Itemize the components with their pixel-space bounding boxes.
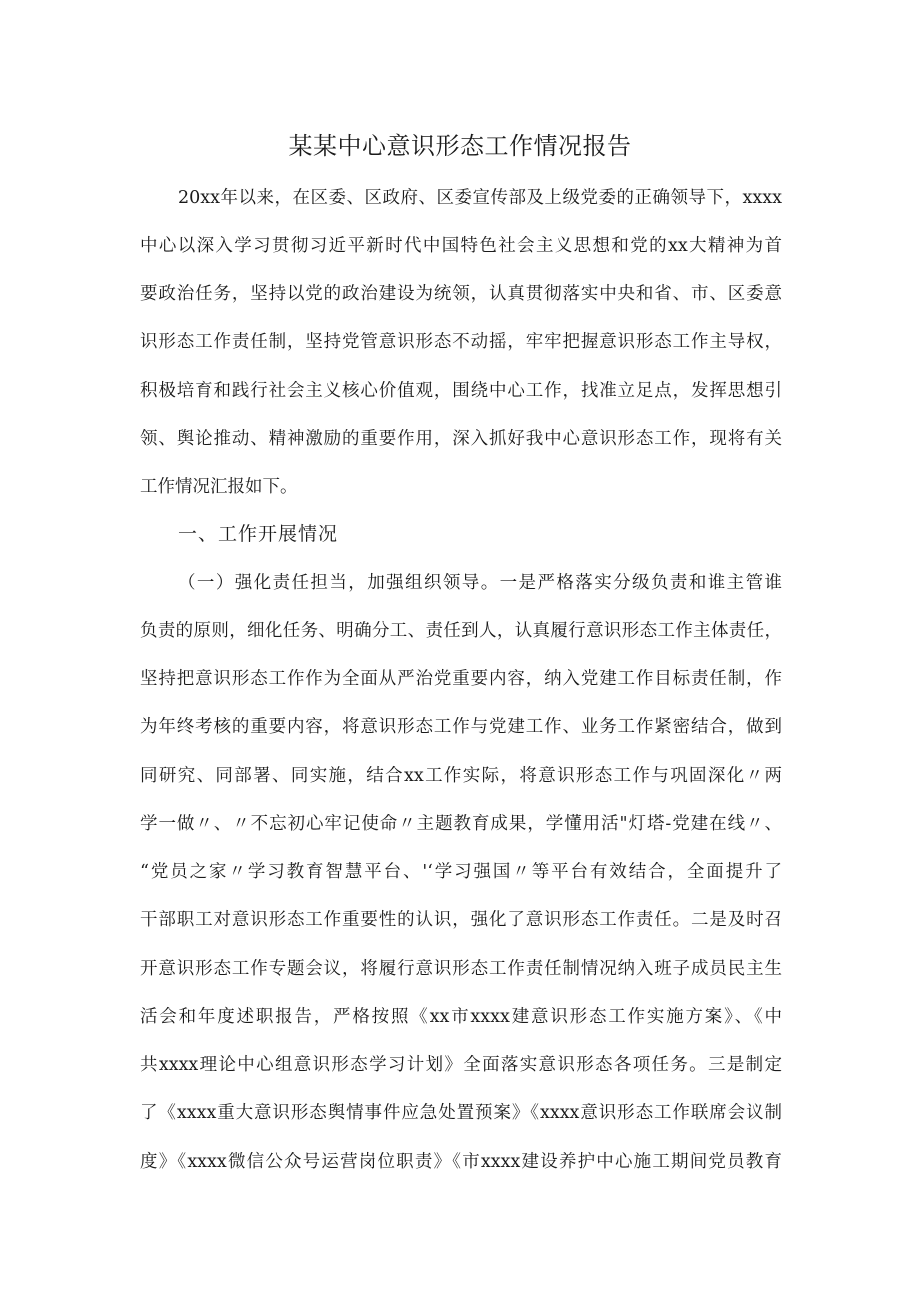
intro-line-5: 积极培育和践行社会主义核心价值观，围绕中心工作，找准立足点，发挥思想引 [140,381,782,401]
section-line-5: 同研究、同部署、同实施，结合xx工作实际，将意识形态工作与巩固深化〃两 [140,766,782,786]
intro-line-7: 工作情况汇报如下。 [140,477,298,497]
intro-line-1: 20xx年以来，在区委、区政府、区委宣传部及上级党委的正确领导下，xxxx [178,188,782,208]
document-title: 某某中心意识形态工作情况报告 [288,132,632,160]
section-line-13: 度》《xxxx微信公众号运营岗位职责》《市xxxx建设养护中心施工期间党员教育 [140,1152,782,1172]
section-line-6: 学一做〃、〃不忘初心牢记使命〃主题教育成果，学懂用活"灯塔-党建在线〃、 [140,814,782,834]
section-heading: 一、工作开展情况 [178,523,339,545]
section-line-3: 坚持把意识形态工作作为全面从严治党重要内容，纳入党建工作目标责任制，作 [140,669,782,689]
section-line-8: 干部职工对意识形态工作重要性的认识，强化了意识形态工作责任。二是及时召 [140,910,782,930]
intro-line-6: 领、舆论推动、精神激励的重要作用，深入抓好我中心意识形态工作，现将有关 [140,429,782,449]
section-line-1: （一）强化责任担当，加强组织领导。一是严格落实分级负责和谁主管谁 [178,573,782,593]
section-line-12: 了《xxxx重大意识形态舆情事件应急处置预案》《xxxx意识形态工作联席会议制 [140,1103,782,1123]
section-line-2: 负责的原则，细化任务、明确分工、责任到人，认真履行意识形态工作主体责任， [140,621,782,641]
section-line-10: 活会和年度述职报告，严格按照《xx市xxxx建意识形态工作实施方案》、《中 [140,1007,782,1027]
section-line-9: 开意识形态工作专题会议，将履行意识形态工作责任制情况纳入班子成员民主生 [140,959,782,979]
section-line-7: “党员之家〃学习教育智慧平台、'‘学习强国〃等平台有效结合，全面提升了 [140,862,782,882]
section-line-11: 共xxxx理论中心组意识形态学习计划》全面落实意识形态各项任务。三是制定 [140,1055,782,1075]
intro-line-4: 识形态工作责任制，坚持党管意识形态不动摇，牢牢把握意识形态工作主导权， [140,332,782,352]
section-line-4: 为年终考核的重要内容，将意识形态工作与党建工作、业务工作紧密结合，做到 [140,717,782,737]
intro-line-2: 中心以深入学习贯彻习近平新时代中国特色社会主义思想和党的xx大精神为首 [140,236,782,256]
intro-line-3: 要政治任务，坚持以党的政治建设为统领，认真贯彻落实中央和省、市、区委意 [140,284,782,304]
